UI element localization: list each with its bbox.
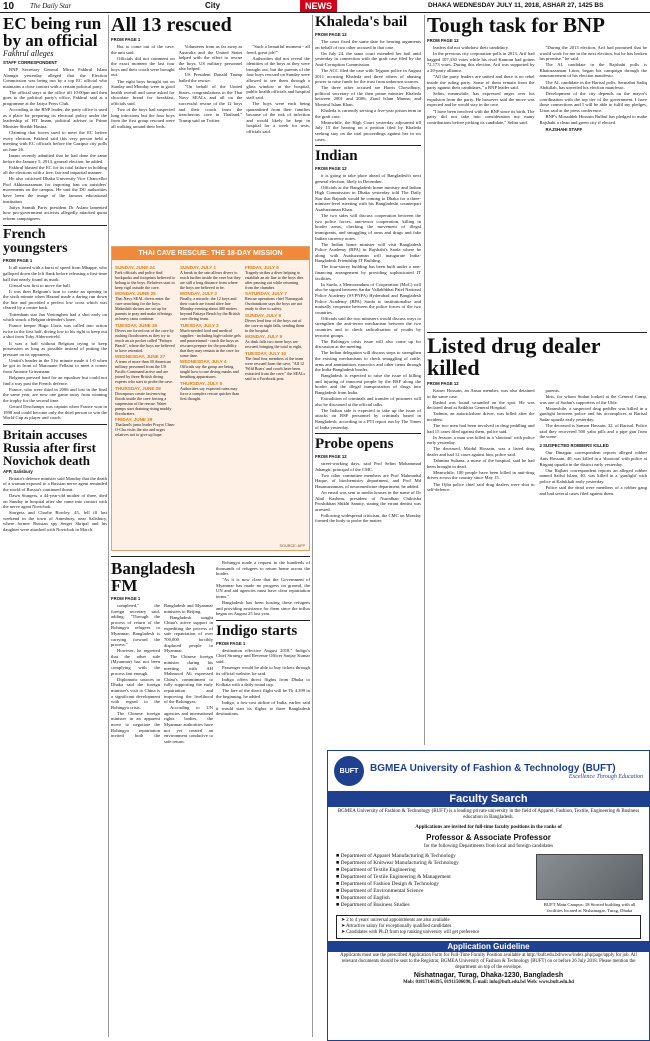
campus-caption: BUFT Main Campus: 18 Storied building with all facilities located at Nishatnagar, Turag, Dhaka [543,902,636,913]
bnp-byline: FROM PAGE 12 [427,38,459,43]
timeline-text: Downpours create fast-moving floods inside the cave forcing a suspension of the rescue. Water pumps start draining rising muddy floodwaters. [115,390,172,416]
paragraph: Two of the boys had suspected lung infections but the four boys from the first group rescued were all walking around their beds. [111,107,175,129]
paragraph: Giroud was first to move the ball. [9,282,71,288]
timeline-text: Thai Navy SEAL divers enter the cave searching for the boys. Makeshift shrines are set up for parents to pray and make offerings as heavy rains continue. [115,296,172,321]
timeline-text: A break in the rain allows divers to reach further inside the cave but they are still a long distance from where the boys are believed to be. [180,269,241,290]
paragraph: According to the BNP leader, the party office is used as a place for preparing its electoral policy under the leadership of HT Imam, political adviser to Prime Minister Sheikh Hasina. [3,107,107,129]
paragraph: However, he regretted that the other side (Myanmar) has not been complying with the process fast enough. [111,648,160,676]
department-label: Department of Apparel Manufacturing & Technology [340,853,456,859]
department-label: Department of Textile Engineering [340,867,416,873]
paragraph: It was a half without Belgium trying to keep possession as long as possible instead of putting the pressure on its opponents. [3,340,107,357]
timeline-credit: SOURCE: AFP [279,544,305,548]
paragraph: Imam recently admitted that he had done the same before the January 5, 2014, general election, he added. [3,152,107,164]
page-header [0,0,650,13]
indigo-column [216,560,310,1037]
ad-department-item: ■ Department of Textile Engineering [336,867,416,873]
timeline-text: Thailand's junta leader Prayut Chan-O-Cha visits the site and urges relatives not to give up hope. [115,422,175,437]
paragraph: parents. [545,388,560,393]
timeline-day: SATURDAY, JULY 7 [245,291,287,296]
bd-fm-body [111,603,213,744]
paragraph: The two men had been involved in drug peddling and had 15 cases filed against them, police said. [427,423,535,434]
indian-headline[interactable]: Indian [315,147,358,164]
paragraph: Extradition of criminals and transfer of prisoners will also be discussed at the official talks. [315,396,421,407]
paragraph: Our Dinajpur correspondent reports alleged robber Anis Hossain, 40, was killed in a 'shootout' with police at Birganj upazila in the district early yesterday. [539,450,647,467]
column-divider [312,15,313,1037]
paragraph: Volunteers from as far away as Australia and the United States helped with the effort to rescue the boys. US military personnel also helped. [178,44,243,72]
timeline-day: MONDAY, JUNE 25 [115,291,156,296]
paragraph: destination effective August 2018," Indigo's Chief Strategy and Revenue Officer Sanjay Kumar said. [216,647,310,664]
paragraph: The Indian side is expected to take up the issue of attacks on BSF personnel by criminals based in Bangladesh, according to a PTI report run by The Times of India yesterday. [315,407,421,430]
paragraph: "As it is now clear that the Government of Myanmar has made no progress on ground, the UN and aid agencies must have clear repatriation terms." [216,577,310,600]
probe-headline[interactable]: Probe opens [315,436,394,452]
paragraph: In the previous city corporation polls in 2013, Arif had bagged 107,330 votes while his rival Kamran had gotten 72,173 votes. During this election, Arif was supported by a 20-party alliance. [427,51,535,73]
ad-positions: Professor & Associate Professor [426,833,551,842]
drug-headline[interactable]: Listed drug dealer killed [427,335,601,380]
paragraph: It was then Belgium's turn to create an opening in the sixth minute when Hazard made a daring run down the line and provided a perfect low cross which was cleared by a centre back. [3,288,107,311]
timeline-day: TUESDAY, JUNE 26 [115,322,158,328]
paper-logo: The Daily Star [30,2,72,10]
french-body [3,265,107,421]
ad-intro: BGMEA University of Fashion & Technology (BUFT) is a leading private university in the field of Apparel, Fashion, Textile, Engineering & Business education in Bangladesh. [337,809,640,820]
drug-byline: FROM PAGE 12 [427,381,459,386]
timeline-day: SUNDAY, JULY 8 [245,312,282,318]
ad-address: Nishatnagar, Turag, Dhaka-1230, Bangladesh [413,971,564,979]
paragraph: The fare of the direct flight will be Tk 4,399 in the beginning, he added. [216,688,310,699]
khaleda-body [315,39,421,142]
news-badge: NEWS [300,0,337,12]
timeline-text: A team of more than 30 American military personnel from the US Pacific Command arrive and are joined by three British diving experts who start to probe the cave. [115,359,174,384]
paragraph: The Indian home minister will visit Bangladesh Police Academy (BPA) in Rajshahi's Sarda where he along with Asaduzzaman will inaugurate India-Bangladesh Friendship IT Building. [315,241,421,264]
paragraph: "All the party leaders are united and there is no rebel inside the ruling party. Some of them remain from the party against their candidates," a BNP leader said. [427,73,535,91]
paragraph: In Jessore, a man was killed in a 'shootout' with police early yesterday. [427,434,535,446]
indian-body [315,173,421,430]
paragraph: The Chinese foreign minister in an apparent move to negotiate the Rohingya repatriation invited both the Bangladesh and Myanmar ministers to Beijing. [111,603,213,739]
rescue-body [111,44,310,135]
paragraph: completed," the foreign secretary said, adding, "Through the process of return of the Rohingya refugees to Myanmar, Bangladesh is carrying forward the process." [111,603,160,648]
timeline-text: Officials say the group are being taught how to use diving masks and breathing apparatuses. [180,364,239,379]
timeline-day: MONDAY, JULY 2 [180,291,218,296]
french-byline: FROM PAGE 1 [3,258,33,264]
issue-date: DHAKA WEDNESDAY JULY 11, 2018, ASHAR 27, 1425 BS [428,2,604,9]
timeline-column [115,263,176,437]
campus-photo [536,854,643,900]
french-headline[interactable]: French youngsters [3,227,68,257]
column-divider [424,15,425,745]
department-label: Department of Knitwear Manufacturing & Technology [340,860,459,866]
bnp-credit: RAJSHAHI STAFF [545,127,583,133]
drug-story [427,335,647,745]
paragraph: The eight boys brought out on Sunday and Monday were in good health overall and some asked for chocolate bread for breakfast, officials said. [111,78,175,106]
ad-department-item: ■ Department of English [336,895,390,901]
timeline-day: WEDNESDAY, JULY 4 [180,359,227,364]
khaleda-headline[interactable]: Khaleda's bail [315,15,408,30]
timeline-day: TUESDAY, JULY 3 [180,322,219,328]
paragraph: According to UN agencies and international rights bodies, the Myanmar authorities have not yet created an environment conducive to safe return. [164,705,213,744]
ad-department-item: ■ Department of Apparel Manufacturing & Technology [336,853,456,859]
paragraph: Selim, meanwhile, has expressed anger over his expulsion from the party. He however said the move was expected and he would stay in the race. [427,91,535,108]
ad-band-title: Faculty Search [328,791,649,807]
paragraph: US President Donald Trump hailed the rescue: [178,72,243,84]
paragraph: The Chinese foreign minister during his meeting with AH Mahmood Ali expressed China's commitment to fully supporting the early repatriation and improving the livelihood of the Rohingyas. [164,654,213,705]
divider [111,556,310,557]
timeline-columns [112,260,309,440]
timeline-day: SUNDAY, JUNE 24 [115,264,155,270]
timeline-title: THAI CAVE RESCUE: THE 18-DAY MISSION [112,247,309,260]
ad-note-item: ➤ Attractive salary for exceptionally qualified candidates [341,924,452,930]
ec-body [3,67,107,222]
timeline-day: THURSDAY, JUNE 28 [115,385,161,391]
indian-byline: FROM PAGE 12 [315,165,347,171]
ad-campus [536,852,649,913]
drug-columns [427,388,647,497]
timeline-day: SUNDAY, JULY 1 [180,264,217,270]
paragraph: Tadmin, an autorickshaw driver, was killed after the incident. [427,411,535,422]
paragraph: Bangladesh has been hosting these refugees and providing assistance for them since the influx began on August 25 last year. [216,600,310,617]
ad-department-item: ■ Department of Environmental Science [336,888,424,894]
britain-headline[interactable]: Britain accuses Russia after first Novichok death [3,426,96,468]
rescue-byline: FROM PAGE 1 [111,37,141,42]
paragraph: The AL candidate in the Rajshahi polls is Khairuzzaman Liton, began his campaign through the announcement of his election manifesto. [539,62,647,79]
paragraph: Umtiti's header in the 51st minute made it 1-0 when he got in front of Marouane Fellaini to meet a corner from Antoine Griezmann. [3,357,107,375]
note-label: Candidates with Ph.D from top ranking university will get preference [346,930,480,936]
paragraph: Britain's defence minister said Monday that the death of a woman exposed to a Russian nerve agent reminded the world of Russia's continued threat. [3,475,107,492]
divider [315,145,421,146]
paragraph: Dawn Sturgess, a 44-year-old mother of three, died on Sunday in hospital after she came into contact with the nerve agent Novichok. [3,492,107,510]
drug-subhead: 2 SUSPECTED ROBBERS KILLED [539,442,609,448]
paragraph: Tottenham star Jan Vertonghen had a shot early on which struck a Belgian defender's knee. [3,311,107,323]
paragraph: Claiming that forces used to meet the EC before every election, Fakhrul said this very person held a meeting with EC officials before the Gazipur city polls on June 26. [3,130,107,152]
paragraph: Tahmina Sultana, a nurse of the hospital, said he had been brought in dead. [427,458,535,469]
paragraph: The court fixed the same date for hearing arguments on behalf of two other accused in that case. [315,39,421,50]
paragraph: The Indian delegation will discuss steps to strengthen the existing mechanisms to check smuggling of cattle, arms and ammunition, narcotics and other items through the India-Bangladesh border. [315,350,421,373]
paragraph: Rohingya made a request to the hundreds of thousands of refugees to return home across the border. [216,560,310,577]
indigo-headline[interactable]: Indigo starts [216,622,298,639]
department-label: Department of Business Studies [340,902,410,908]
indigo-body [216,648,310,717]
buft-advertisement [327,750,650,1041]
ad-masthead [328,751,649,791]
paragraph: Meanwhile, the High Court yesterday adjourned till July 15 the hearing on a petition filed by Khaleda seeking stay on the trial proceedings against her in six cases. [315,119,421,142]
timeline-text: Park officials and police find backpacks and footprints believed to belong to the boys. Relatives start to keep vigil outside the cave. [115,269,176,290]
paragraph: Belgium pressed hard for an equaliser but could not find a way past the French defence. [3,375,107,386]
timeline-day: FRIDAY, JULY 6 [245,264,279,270]
note-label: 2 to 4 years' universal appointments are also available [346,918,450,924]
rohingya-continued-body [216,560,310,617]
ad-contact[interactable]: Mob: 01817146395, 01911506690, E-mail: info@buft.edu.bd Web: www.buft.edu.bd [403,979,574,985]
paragraph: On July 24, the same court extended her bail until yesterday in connection with the graft case filed by the Anti-Corruption Commission. [315,50,421,67]
paragraph: The official stays at the office till 10:00pm and then goes to the political party's office, Fakhrul said at a programme at the Jatiya Press Club. [3,89,107,107]
paragraph: Officials said the two ministers would discuss ways to strengthen the anti-terror mechanism between the two countries and to check radicalisation of youths by terrorist groups. [315,315,421,338]
paragraph: The deceased, Mridul Hossain, was a listed drug dealer and had 12 cases against him, police said. [427,446,535,458]
timeline-column [245,263,306,437]
rescue-headline[interactable]: All 13 rescued [111,15,232,36]
paragraph: Fakhrul blasted the EC for its total failure in holding all the elections with a free, fair and impartial manner. [3,164,107,176]
paragraph: France, who were third in 2006 and lost in the final the same year, are now one game away from winning the trophy for the second time. [3,386,107,403]
drug-body [427,388,535,497]
page-number: 10 [3,1,15,12]
paragraph: Gerard Deschamps was captain when France won in 1998 and could become only the third person to win the World Cup as player and coach. [3,404,107,421]
ad-title-block [370,763,643,780]
paragraph: Bangladesh is expected to raise the issue of killing and injuring of innocent people by the BSF along the border and the illegal transportation of drugs into Bangladesh from India. [315,373,421,396]
paragraph: But to come out of the cave, the unit said. [111,44,175,55]
paragraph: Authorities did not reveal the identities of the boys as they were brought out, but the parents of the four boys rescued on Sunday were allowed to see them through a glass window at the hospital, public health officials and hospital staff said. [246,55,310,100]
britain-byline: AFP, Salisbury [3,468,33,474]
paragraph: France keeper Hugo Lloris was called into action twice in the first half, diving low to his right to keep out a shot from Toby Alderweireld. [3,323,107,340]
paragraph: Rashid was found wounded on the spot. He was declared dead at Satkhira General Hospital. [427,399,535,411]
timeline-day: TUESDAY, JULY 10 [245,350,287,356]
timeline-text: Tragedy strikes a diver helping to establish an air line to the boys dies after passing out while returning from the chamber. [245,269,304,290]
paragraph: In Sarda, a Memorandum of Cooperation (MoC) will also be signed between Sardar Vallabhbhai Patel National Police Academy (SVPNPA) Hyderabad and Bangladesh Police Academy (BPA) Sarda to institutionalise and mutually cooperate between the police forces of the two countries. [315,281,421,315]
bnp-body [427,45,647,133]
paragraph: it is going to take place ahead of Bangladesh's next general election, likely in December. [315,172,421,184]
department-label: Department of Fashion Design & Technology [340,881,440,887]
paragraph: The AL candidate in the Barisal polls, Serniabat Sadiq Abdullah, has unveiled his election manifesto. [539,79,647,91]
note-label: Attractive salary for exceptionally qualified candidates [345,924,452,930]
paragraph: Passenger would be able to buy tickets through its official website, he said. [216,665,310,676]
paragraph: The three other accused are Harris Chowdhury, political secretary of the then prime minister Khaleda between 2001 and 2006; Ziaul Islam Munna; and Monirul Islam Khan. [315,85,421,108]
ad-university-name: BGMEA University of Fashion & Technology (BUFT) [370,762,616,774]
timeline-text: Authorities say expected rains may force a complex rescue quicker than first thought. [180,385,240,401]
ec-story [3,15,107,222]
timeline-text: Rescue operations chief Narongsak Osottanakorn says the boys are not ready to dive to safety. [245,296,303,311]
department-label: Department of English [340,895,390,901]
paragraph: Our Rajbari correspondent reports an alleged robber named Saiful Islam, 40, was killed in a 'gunfight' with police at Kalukhali early yesterday. [539,467,647,484]
divider [427,332,647,333]
paragraph: Development of the city depends on the mayor's coordination with the top tier of the government. I have those connections and I will be able to fulfil my pledges, Liton said at the press conference. [539,91,647,114]
paragraph: Officials did not comment on the exact moment the last four boys and their coach were brought out. [111,55,175,78]
column-divider [108,15,109,1037]
department-label: Department of Textile Engineering & Management [340,874,451,880]
paragraph: The Ojha police chief said drug dealers were shot in self-defence. [427,481,535,493]
paragraph: Jatiya Sramik Party president Dr Aslam lamented how pro-government activists allegedly attacked quota reform campaigners. [3,204,107,221]
paragraph: He also criticised Dhaka University Vice Chancellor Prof Akhtaruzzaman for imposing ban on outsiders' movements on the campus. He said the DU authorities have been the image of the famous educational institution. [3,176,107,204]
ad-body [328,852,649,913]
timeline-text: The final four members of the team were rescued from the cave, "All 12 'Wild Boars' and coach have been extracted from the cave," the SEALs said in a Facebook post. [245,355,306,381]
paragraph: Meanwhile, a suspected drug peddler was killed in a gunfight between police and his accomplices at Barisal Sadar upazila early yesterday. [539,405,647,422]
ad-department-item: ■ Department of Fashion Design & Technology [336,881,440,887]
britain-story [3,428,107,533]
khaleda-byline: FROM PAGE 12 [315,32,347,37]
ad-apply-line: Applications are invited for full-time faculty positions in the ranks of [415,825,562,830]
ad-department-item: ■ Department of Knitwear Manufacturing & Technology [336,860,459,866]
rescue-story [111,15,310,243]
timeline-day: MONDAY, JULY 9 [245,334,283,339]
ad-note-item: ➤ 2 to 4 years' universal appointments are also available [341,918,450,924]
ec-subhead: Fakhrul alleges [3,49,54,58]
paragraph: Indigo offers direct flights from Dhaka to Kolkata with a daily round trip. [216,676,310,688]
buft-logo: BUFT [334,756,364,786]
divider [3,424,107,425]
paragraph: Khaleda is currently serving a five-year prison term in the graft case. [315,108,421,119]
timeline-day: THURSDAY, JULY 5 [180,380,223,386]
ad-department-item: ■ Department of Business Studies [336,902,410,908]
timeline-text: Finally, a miracle: the 12 boys and their coach are found alive late Monday evening about 400 metres beyond Pattaya Beach by the British cave diving team. [180,296,240,321]
timeline-text: Much-needed food and medical supplies - including high-calorie gels and paracetamol - reach the boys as rescuers prepare for the possibility that they may remain in the cave for some time. [180,327,241,358]
paragraph: The ACC filed the case with Tejgaon police in August 2011 accusing Khaleda and three others of abusing power to raise funds for the trust from unknown sources. [315,67,421,85]
paragraph: BNP's Mosaddek Hossain Bulbul has pledged to make Rajshahi a clean and green city if elected. [539,114,647,125]
ec-byline: STAFF CORRESPONDENT [3,60,58,65]
ad-for-line: for the following Departments from local and foreign candidates [423,844,554,849]
paragraph: The four-storey building has been built under a non-financing arrangement by providing sophisticated IT facilities. [315,264,421,281]
indigo-byline: FROM PAGE 1 [216,640,246,646]
french-story [3,228,107,421]
paragraph: Following widespread criticism, the CMC on Monday formed the body to probe the matter. [315,512,421,524]
ad-notes [336,915,641,939]
paragraph: An email was sent to media houses in the name of Dr Abul Kashem, president of Nurodhan Chikitsha Proshikhan Shikhi Samity, stating the errant dentist was arrested. [315,489,421,512]
department-label: Department of Environmental Science [340,888,424,894]
paragraph: The deceased is Sumon Hossain, 32, of Barisal. Police said they recovered 500 yaba pills and a pipe gun from the scene. [539,423,647,440]
paragraph: It all started with a burst of speed from Mbappe, who galloped down the left flank before releasing a first-time ball that nearly found its mark. [3,265,107,282]
paragraph: "On behalf of the United States, congratulations to the Thai Navy SEALs and all on the successful rescue of the 12 boys and their coach from the treacherous cave in Thailand," Trump said on Twitter. [178,84,243,123]
timeline-text: Divers are forced out of the cave by rushing floodwaters as they try to reach an air pocket called "Pattaya Beach", where the boys are believed to have retreated. [115,327,175,353]
paragraph: "I have been involved with the BNP since its birth. The party did not take into consideration my many contributions before picking its candidate," Selim said. [427,108,535,125]
bd-fm-byline: FROM PAGE 1 [111,596,141,601]
divider [315,433,421,434]
paragraph: Sturgess and Charlie Rowley, 45, fell ill last weekend in the town of Amesbury, near Salisbury, where former Russian spy Sergei Skripal and his daughter were attacked with Novichok in March. [3,510,107,532]
probe-byline: FROM PAGE 12 [315,454,347,459]
bnp-headline[interactable]: Tough task for BNP [427,15,605,37]
ad-department-item: ■ Department of Textile Engineering & Management [336,874,451,880]
timeline-box [111,246,310,551]
timeline-text: Divers lead four of the boys out of the cave in night falls, sending them to the hospital. [245,317,305,333]
paragraph: leaders did not withdraw their candidacy. [433,45,509,50]
britain-body [3,476,107,533]
ad-department-list [328,852,536,913]
section-label: City [205,1,221,10]
paragraph: Idris, for whom Sudan looked at the General Camp, was one of Sudan's supporters of the Uble. [539,394,647,405]
paragraph: Diplomatic sources in Dhaka said the foreign minister's visit to China is a significant development with regard to the Rohingya crisis. [111,676,160,710]
timeline-day: WEDNESDAY, JUNE 27 [115,354,166,359]
paragraph: The two sides will discuss cooperation between the two police forces, anti-terror cooperation, killing in border areas, checking the movement of illegal immigrants, and smuggling of arms and drugs and fake Indian currency notes. [315,213,421,241]
bd-fm-headline[interactable]: Bangladesh FM [111,560,196,595]
paragraph: Meanwhile, 100 people have been killed in anti-drug drives across the country since May 15. [427,469,535,481]
divider [3,225,107,226]
bnp-story [427,15,647,330]
bd-fm-story [111,560,213,1037]
ad-note-item: ➤ Candidates with Ph.D from top ranking university will get preference [341,930,480,936]
paragraph: Kaiser Hossain, an Ansar member, was also detained in the same case. [427,388,535,399]
ad-guideline-title: Application Guideline [328,941,649,952]
paragraph: The Rohingya crisis issue will also come up for discussion at the meeting. [315,338,421,350]
divider [216,620,310,621]
ad-tagline: Excellence Through Education [568,773,643,780]
column-1 [3,15,107,1037]
paragraph: "During the 2013 election, Arif had promised that he would work for me in the next election, but he has broken his promise," he said. [539,45,647,62]
probe-body [315,461,421,524]
paragraph: Bangladesh sought China's active support in expediting the process of safe repatriation of over 700,000 forcibly displaced people to Myanmar. [164,614,213,654]
paragraph: Indigo, a low-cost airline of India, earlier said it would start its flights to three Bangladesh destinations. [216,700,310,717]
drug-body-continued [540,388,648,497]
timeline-column [180,263,241,437]
paragraph: Officials at the Bangladesh home ministry and Indian High Commission in Dhaka yesterday told The Daily Star that Rajnath would be coming to Dhaka for a three-minister-level meeting with his Bangladeshi counterpart Asaduzzaman Khan. [315,184,421,213]
paragraph: The boys were each being quarantined from their families because of the risk of infection and would likely be kept in hospital for a week for tests, officials said. [246,100,310,134]
paragraph: Police said the dead were members of a robber gang and had several cases filed against them. [539,485,647,496]
paragraph: "Such a beautiful moment - all freed, great job!" [246,44,310,55]
ec-headline[interactable]: EC being run by an official [3,15,102,50]
timeline-text: As dusk falls two more boys are rescued, bringing the total to eight. [245,339,303,349]
paragraph: BNP Secretary General Mirza Fakhrul Islam Alamgir yesterday alleged that the Election Commission was being run by a top EC official who maintains a close contact with a certain political party. [3,67,107,89]
paragraph: street-working days, said Prof Selim Mohammad Jahangir, principal of the CMC. [315,461,421,472]
paragraph: Two other committee members are Prof Mahmudul Haque, of biochemistry department, and Prof Md Hasanuzzaman, of neuromedicine department, he added. [315,472,421,489]
ad-guideline-text: Applicants must use the prescribed Application Form for Full-Time Faculty Position available at http://buft.edu.bd/www/index.php/page/apply for job. All relevant documents should be sent to the Registrar, BGMEA University of Fashion & Technology (BUFT) on or before 26 July 2018. Please mention the department on top of the envelope. [340,953,637,970]
timeline-day: FRIDAY, JUNE 29 [115,417,153,422]
